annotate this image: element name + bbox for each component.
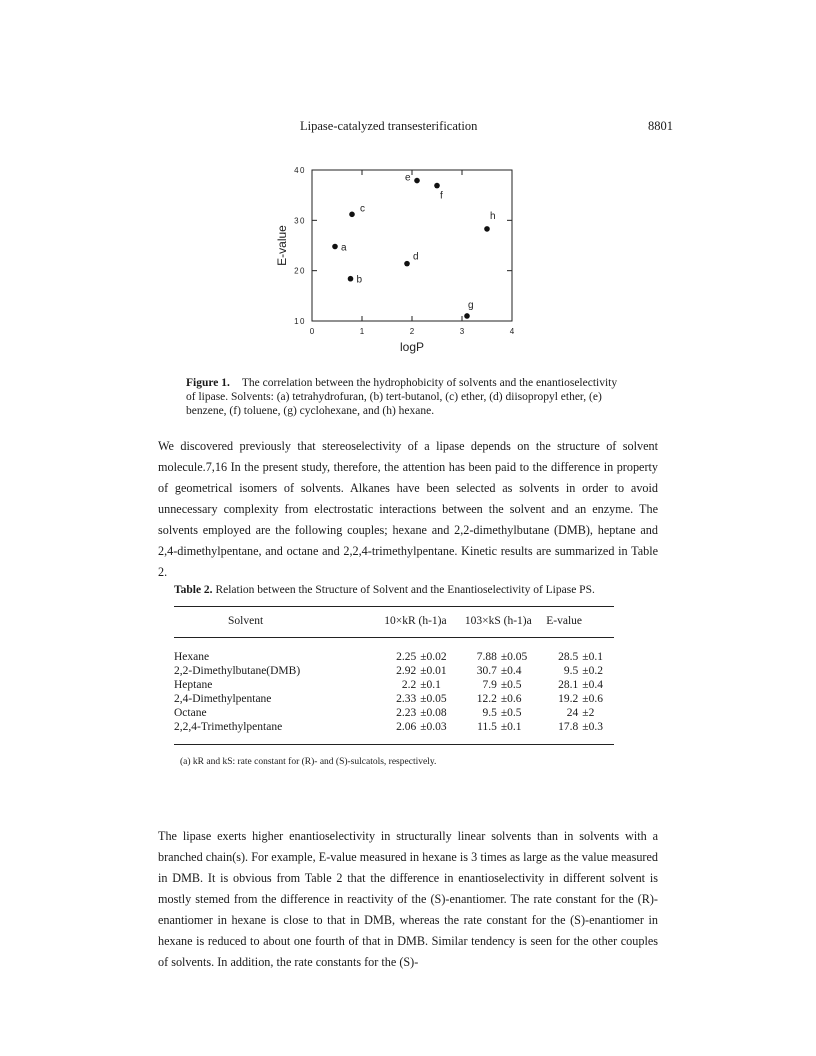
figure-caption <box>186 376 626 418</box>
table-caption-label: Table 2. <box>174 584 213 596</box>
cell-kr-error: ±0.01 <box>420 665 447 677</box>
cell-evalue-value: 28.1 <box>558 679 579 691</box>
cell-solvent: Hexane <box>174 651 210 663</box>
cell-kr-error: ±0.02 <box>420 651 447 663</box>
cell-kr-value: 2.23 <box>396 707 417 719</box>
cell-solvent: 2,2,4-Trimethylpentane <box>174 720 384 745</box>
header-ks: 103×kS (h-1)a <box>465 607 546 638</box>
running-title: Lipase-catalyzed transesterification <box>300 119 478 133</box>
y-tick-label: 20 <box>294 266 306 276</box>
cell-evalue-error: ±0.6 <box>582 693 603 705</box>
point-label-e: e <box>405 172 411 184</box>
cell-ks <box>465 706 546 720</box>
cell-ks-value: 30.7 <box>476 665 497 677</box>
cell-evalue <box>546 638 614 665</box>
cell-kr <box>384 692 465 706</box>
point-label-h: h <box>490 210 496 222</box>
point-label-f: f <box>440 190 443 202</box>
cell-kr <box>384 638 465 665</box>
cell-kr-value: 2.06 <box>396 721 417 733</box>
cell-ks <box>465 692 546 706</box>
cell-kr-value: 2.33 <box>396 693 417 705</box>
cell-ks-error: ±0.4 <box>500 665 522 677</box>
cell-solvent: 2,4-Dimethylpentane <box>174 693 272 705</box>
cell-evalue-error: ±0.3 <box>582 721 603 733</box>
point-label-a: a <box>341 242 347 254</box>
cell-evalue-error: ±2 <box>582 707 595 719</box>
cell-kr-error: ±0.1 <box>420 679 441 691</box>
cell-evalue-value: 28.5 <box>558 651 579 663</box>
cell-evalue-value: 9.5 <box>563 665 579 677</box>
table-row <box>174 638 614 665</box>
data-point-a <box>332 244 338 250</box>
cell-ks <box>465 638 546 665</box>
cell-evalue-error: ±0.4 <box>582 679 603 691</box>
table-footnote: (a) kR and kS: rate constant for (R)- and (S)-sulcatols, respectively. <box>180 757 437 767</box>
results-table <box>174 606 614 745</box>
cell-ks-error: ±0.05 <box>500 651 528 663</box>
table-caption-text: Relation between the Structure of Solvent and the Enantioselectivity of Lipase PS. <box>215 584 595 596</box>
y-tick-label: 40 <box>294 166 306 175</box>
x-tick-label: 4 <box>509 327 515 336</box>
cell-kr <box>384 664 465 678</box>
cell-ks <box>465 678 546 692</box>
cell-evalue <box>546 706 614 720</box>
data-point-d <box>404 261 410 267</box>
cell-evalue <box>546 720 614 745</box>
data-point-g <box>464 313 470 319</box>
cell-ks-error: ±0.6 <box>500 693 522 705</box>
cell-evalue <box>546 692 614 706</box>
x-tick-label: 2 <box>409 327 415 336</box>
cell-ks-value: 7.9 <box>482 679 497 691</box>
paragraph-1: We discovered previously that stereoselectivity of a lipase depends on the structure of solvent molecule.7,16 In the present study, therefore, the attention has been paid to the difference in property of geometrical isomers of solvents. Alkanes have been selected as solvents in order to avoid unnecessary complexity from electrostatic interactions between the solvent and an enzyme. The solvents employed are the following couples; hexane and 2,2-dimethylbutane (DMB), heptane and 2,4-dimethylpentane, and octane and 2,2,4-trimethylpentane. Kinetic results are summarized in Table 2. <box>158 439 658 579</box>
x-tick-label: 1 <box>359 327 365 336</box>
table-caption <box>174 584 595 596</box>
header-evalue: E-value <box>546 607 614 638</box>
data-point-b <box>348 276 354 282</box>
data-point-f <box>434 183 440 189</box>
y-tick-label: 30 <box>294 216 306 226</box>
y-tick-label: 10 <box>294 317 306 326</box>
header-solvent: Solvent <box>174 607 384 638</box>
header-kr: 10×kR (h-1)a <box>384 607 465 638</box>
cell-ks <box>465 720 546 745</box>
cell-ks-value: 12.2 <box>476 693 497 705</box>
cell-evalue-value: 19.2 <box>558 693 579 705</box>
page-number: 8801 <box>648 119 673 133</box>
cell-solvent: Octane <box>174 707 207 719</box>
x-tick-label: 3 <box>459 327 465 336</box>
table-row <box>174 664 614 678</box>
cell-ks-value: 9.5 <box>482 707 497 719</box>
cell-evalue <box>546 664 614 678</box>
point-label-g: g <box>468 299 474 311</box>
cell-solvent: 2,2-Dimethylbutane(DMB) <box>174 665 301 677</box>
table-row <box>174 706 614 720</box>
cell-kr-value: 2.25 <box>396 651 417 663</box>
point-label-d: d <box>413 251 419 263</box>
cell-kr <box>384 720 465 745</box>
y-axis-label: E-value <box>275 225 289 266</box>
table-row <box>174 692 614 706</box>
cell-ks-value: 11.5 <box>477 721 497 733</box>
table-row <box>174 678 614 692</box>
cell-kr <box>384 678 465 692</box>
table-header-row <box>174 607 614 638</box>
data-point-e <box>414 178 420 184</box>
cell-kr-error: ±0.03 <box>420 721 447 733</box>
scatter-chart <box>270 158 540 368</box>
cell-kr <box>384 706 465 720</box>
x-axis-label: logP <box>399 340 425 354</box>
point-label-c: c <box>360 203 365 215</box>
point-label-b: b <box>356 274 363 286</box>
cell-evalue-error: ±0.2 <box>582 665 603 677</box>
cell-ks-error: ±0.5 <box>500 707 522 719</box>
cell-kr-error: ±0.08 <box>420 707 447 719</box>
cell-ks-error: ±0.1 <box>500 721 522 733</box>
cell-evalue <box>546 678 614 692</box>
data-point-c <box>349 211 355 217</box>
cell-kr-error: ±0.05 <box>420 693 447 705</box>
data-point-h <box>484 226 490 232</box>
figure-caption-text: The correlation between the hydrophobicity of solvents and the enantioselectivity of lipase. Solvents: (a) tetrahydrofuran, (b) tert-butanol, (c) ether, (d) diisopropyl ether, (e) benzene, (f) toluene, (g) cyclohexane, and (h) hexane. <box>186 377 618 417</box>
cell-ks-error: ±0.5 <box>500 679 522 691</box>
cell-ks-value: 7.88 <box>476 651 497 663</box>
cell-kr-value: 2.92 <box>396 665 417 677</box>
paragraph-2: The lipase exerts higher enantioselectivity in structurally linear solvents than in solvents with a branched chain(s). For example, E-value measured in hexane is 3 times as large as the value measured in DMB. It is obvious from Table 2 that the difference in enantioselectivity in different solvent is mostly stemed from the difference in reactivity of the (S)-enantiomer. The rate constant for the (R)-enantiomer in hexane is close to that in DMB, whereas the rate constant for the (S)-enantiomer in hexane is reduced to about one fourth of that in DMB. Similar tendency is seen for the other couples of solvents. In addition, the rate constants for the (S)- <box>158 829 658 969</box>
table-row <box>174 720 614 745</box>
cell-evalue-value: 17.8 <box>558 721 579 733</box>
x-tick-label: 0 <box>309 327 315 336</box>
cell-kr-value: 2.2 <box>401 679 417 691</box>
cell-evalue-error: ±0.1 <box>582 651 603 663</box>
figure-caption-label: Figure 1. <box>186 377 230 389</box>
cell-solvent: Heptane <box>174 679 213 691</box>
cell-ks <box>465 664 546 678</box>
cell-evalue-value: 24 <box>566 707 579 719</box>
